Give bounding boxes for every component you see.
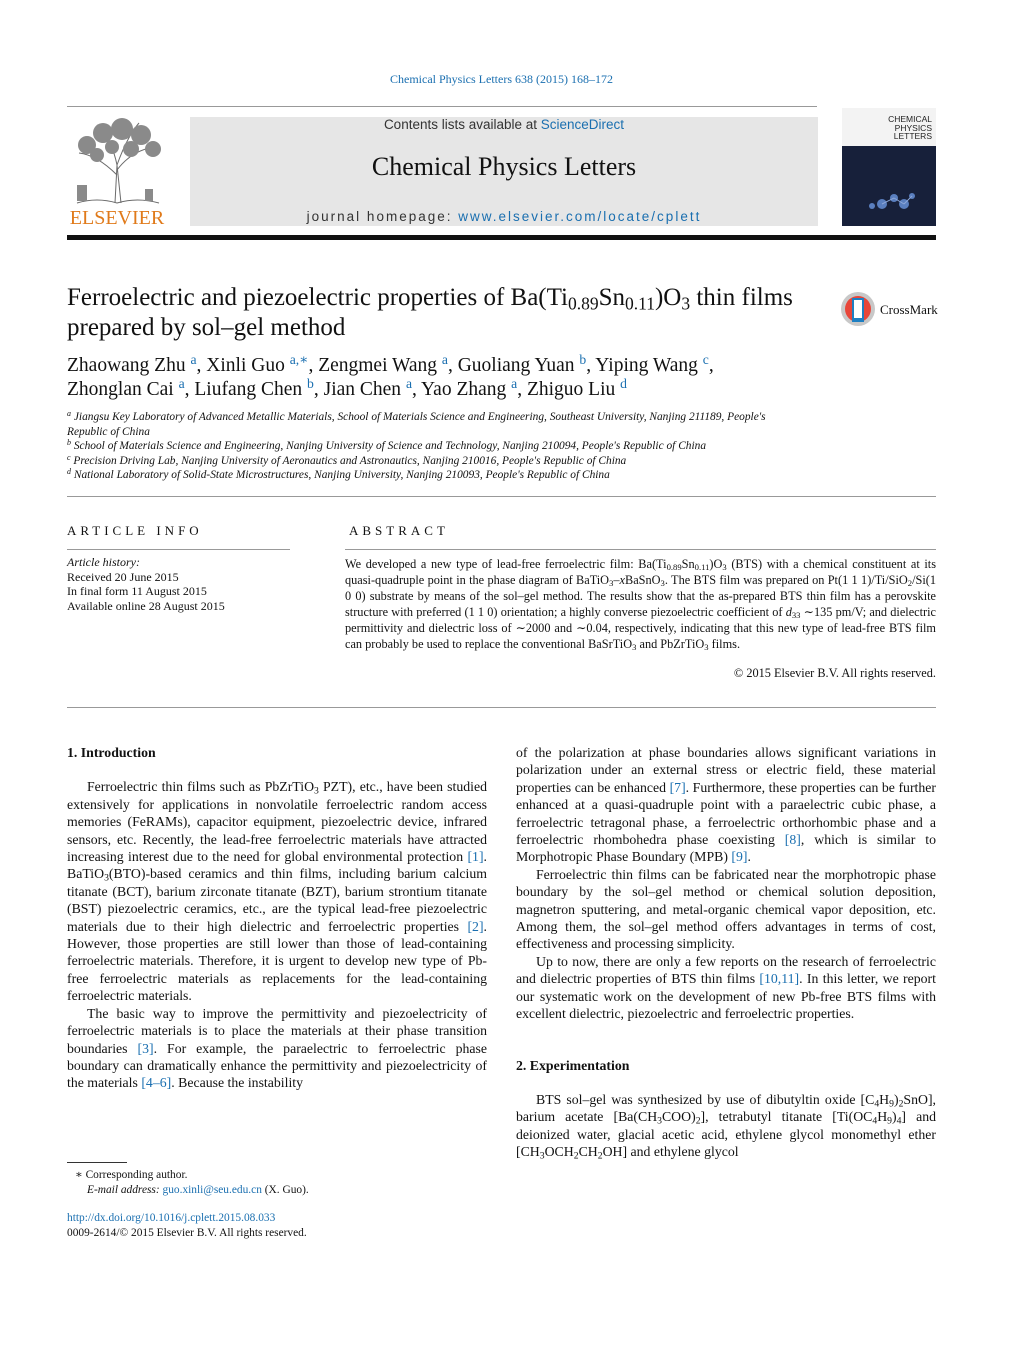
page-footer xyxy=(67,1211,307,1241)
abstract-heading: ABSTRACT xyxy=(349,523,449,538)
intro-heading: 1. Introduction xyxy=(67,745,156,760)
author-name: Zengmei Wang xyxy=(318,355,438,376)
revised-date: In final form 11 August 2015 xyxy=(67,584,207,598)
journal-title: Chemical Physics Letters xyxy=(371,152,637,181)
affiliation xyxy=(67,468,807,483)
affiliation-key: a xyxy=(67,409,71,419)
contents-prefix: Contents lists available at xyxy=(383,117,541,132)
affiliation xyxy=(67,439,807,454)
author-name: Yiping Wang xyxy=(595,355,698,376)
author-name: Zhaowang Zhu xyxy=(67,355,186,376)
title-part: thin films prepared by sol–gel method xyxy=(67,284,793,341)
elsevier-logo xyxy=(67,115,167,227)
author-affiliation-mark[interactable]: b xyxy=(307,376,314,392)
title-sub: 3 xyxy=(681,293,691,314)
author: Yao Zhang $^a$, xyxy=(421,376,527,400)
homepage-line xyxy=(190,209,818,224)
crossmark-label: CrossMark xyxy=(880,302,938,317)
affiliation-key: d xyxy=(67,467,71,477)
crossmark-badge[interactable] xyxy=(840,290,937,330)
author-affiliation-mark[interactable]: b xyxy=(579,352,587,368)
article-history xyxy=(67,555,225,613)
body-paragraph: Ferroelectric thin films can be fabricated near the morphotropic phase boundary by the sol–gel method or chemical solution deposition, magnetron sputtering, and metal-organic chemical vapor deposition, etc. Among them, the sol–gel method offers advantages in terms of cost, effectiveness and processing simplicity. xyxy=(516,866,936,952)
journal-reference[interactable]: Chemical Physics Letters 638 (2015) 168–172 xyxy=(390,72,613,86)
affiliation-text: School of Materials Science and Engineering, Nanjing University of Science and Technology, Nanjing 210094, People's Republic of China xyxy=(73,440,707,452)
author-affiliation-mark[interactable]: a xyxy=(405,376,412,392)
history-label: Article history: xyxy=(67,555,140,569)
body-paragraph: Up to now, there are only a few reports on the research of ferroelectric and dielectric properties of BTS thin films [10,11]. In this letter, we report our systematic work on the development of new Pb-free BTS films with excellent dielectric, piezoelectric and ferroelectric properties. xyxy=(516,953,936,1022)
abstract-rule xyxy=(345,549,936,550)
author: Zhaowang Zhu $^a$, xyxy=(67,352,207,376)
body-paragraph: BTS sol–gel was synthesized by use of dibutyltin oxide $[C_4H_9)_2SnO$], barium acetate $[Ba(CH_3COO)_2]$, tetrabutyl titanate $[Ti(OC_4H_9)_4]$ and deionized water, glacial acetic acid, ethylene glycol monomethyl ether $[CH_3OCH_2CH_2OH]$ and ethylene glycol xyxy=(516,1091,936,1162)
body-paragraph: of the polarization at phase boundaries allows significant variations in polarization under an external stress or electric field, these material properties can be enhanced [7]. Furthermore, these properties can be further enhanced at a quasi-quadruple point with a paraelectric cubic phase, a ferroelectric tetragonal phase, a ferroelectric orthorhombic phase and a ferroelectric rhombohedra phase coexisting [8], which is similar to Morphotropic Phase Boundary (MPB) [9]. xyxy=(516,745,936,865)
author-affiliation-mark[interactable]: a xyxy=(511,376,518,392)
article-title xyxy=(67,283,807,343)
author-name: Guoliang Yuan xyxy=(457,355,575,376)
affiliation-text: Precision Driving Lab, Nanjing University of Aeronautics and Astronautics, Nanjing 210016, People's Republic of China xyxy=(73,454,627,467)
contents-line xyxy=(190,117,818,132)
author-name: Zhonglan Cai xyxy=(67,379,174,400)
author-affiliation-mark[interactable]: a xyxy=(441,352,448,368)
body-right-column xyxy=(516,744,936,1161)
title-part: Sn xyxy=(598,284,625,311)
abstract-text: We developed a new type of lead-free ferroelectric film: $Ba(Ti_{0.89}Sn_{0.11})O_3$ (BTS) with a chemical constituent at its quasi-quadruple point in the phase diagram of BaTiO$_3$–xBaSnO$_3$. The BTS film was prepared on Pt(1 1 1)/Ti/SiO$_2$/Si(1 0 0) substrate by means of the sol–gel method. The results show that the as-prepared BTS thin film has a perovskite structure with preferred (1 1 0) orientation; a highly converse piezoelectric coefficient of $d_{33}$ ∼135 pm/V; and dielectric permittivity and dielectric loss of ∼2000 and ∼0.04, respectively, indicating that this new type of lead-free BTS film can probably be used to replace the conventional BaSrTiO$_3$ and PbZrTiO$_3$ films. xyxy=(345,557,937,653)
email-link[interactable]: guo.xinli@seu.edu.cn xyxy=(162,1183,262,1196)
author-affiliation-mark[interactable]: a,∗ xyxy=(289,352,309,368)
author: Liufang Chen $^b$, xyxy=(194,376,324,400)
online-date: Available online 28 August 2015 xyxy=(67,598,225,613)
author-affiliation-mark[interactable]: a xyxy=(178,376,185,392)
crossmark-icon xyxy=(840,290,880,330)
email-suffix: (X. Guo). xyxy=(261,1183,309,1196)
author: Zengmei Wang $^a$, xyxy=(318,352,458,376)
author: Xinli Guo $^{a,∗}$, xyxy=(206,352,319,376)
elsevier-wordmark: ELSEVIER xyxy=(69,207,165,229)
author: Yiping Wang $^c$, xyxy=(595,352,714,376)
email-label: E-mail address: xyxy=(87,1183,163,1196)
title-part: )O xyxy=(654,284,682,311)
doi-link[interactable]: http://dx.doi.org/10.1016/j.cplett.2015.08.033 xyxy=(67,1212,276,1224)
section-rule xyxy=(67,496,936,497)
footnote xyxy=(67,1168,309,1197)
body-paragraph: Ferroelectric thin films such as PbZrTiO$_3$ PZT), etc., have been studied extensively for applications in nonvolatile ferroelectric random access memories (FeRAMs), capacitor equipment, piezoelectric device, infrared sensors, etc. Recently, the lead-free ferroelectric materials have attracted increasing interest due to the need for global environmental protection [1]. BaTiO$_3$(BTO)-based ceramics and thin films, including barium calcium titanate (BCT), barium zirconate titanate (BZT), barium strontium titanate (BST) piezoelectric ceramics, etc., are the typical lead-free piezoelectric materials due to their high dielectric and ferroelectric properties [2]. However, those properties are still lower than those of lead-containing ferroelectric materials. Therefore, it is urgent to develop new type of Pb-free ferroelectric materials as replacements for the lead-containing ferroelectric materials. xyxy=(67,779,487,1004)
footnote-rule xyxy=(67,1162,127,1163)
header-rule xyxy=(67,106,817,107)
title-sub: 0.89 xyxy=(567,293,599,314)
experimentation-heading: 2. Experimentation xyxy=(516,1057,630,1073)
author-affiliation-mark[interactable]: d xyxy=(620,376,627,392)
affiliations xyxy=(67,410,807,483)
cover-image xyxy=(842,146,936,226)
affiliation xyxy=(67,454,807,469)
author: Guoliang Yuan $^b$, xyxy=(457,352,596,376)
header-thick-rule xyxy=(67,235,936,240)
article-info-heading: ARTICLE INFO xyxy=(67,523,203,538)
affiliation-text: Jiangsu Key Laboratory of Advanced Metallic Materials, School of Materials Science and Engineering, Southeast University, Nanjing 211189, People's Republic of China xyxy=(67,411,766,438)
homepage-prefix: journal homepage: xyxy=(306,209,459,224)
author-affiliation-mark[interactable]: a xyxy=(190,352,197,368)
affiliation-key: c xyxy=(67,452,71,462)
author-name: Liufang Chen xyxy=(194,379,303,400)
sciencedirect-link[interactable]: ScienceDirect xyxy=(540,117,625,132)
author: Jian Chen $^a$, xyxy=(323,376,422,400)
affiliation-key: b xyxy=(67,438,71,448)
author: Zhonglan Cai $^a$, xyxy=(67,376,195,400)
affiliation xyxy=(67,410,807,439)
author-name: Jian Chen xyxy=(323,379,402,400)
title-part: Ferroelectric and piezoelectric properties of Ba(Ti xyxy=(67,284,568,311)
email-note xyxy=(67,1183,309,1198)
received-date: Received 20 June 2015 xyxy=(67,569,179,584)
section-rule xyxy=(67,707,936,708)
author-affiliation-mark[interactable]: c xyxy=(702,352,709,368)
author-list xyxy=(67,354,887,402)
cover-title: CHEMICAL PHYSICS LETTERS xyxy=(888,114,932,141)
journal-cover xyxy=(842,108,936,226)
corresponding-note: ∗ Corresponding author. xyxy=(75,1169,188,1181)
homepage-link[interactable]: www.elsevier.com/locate/cplett xyxy=(458,209,702,224)
body-paragraph: The basic way to improve the permittivity and piezoelectricity of ferroelectric materials is to place the materials at their phase transition boundaries [3]. For example, the paraelectric to ferroelectric phase boundary can dramatically enhance the permittivity and piezoelectricity of the materials [4–6]. Because the instability xyxy=(67,1005,487,1091)
title-sub: 0.11 xyxy=(624,293,655,314)
author-name: Xinli Guo xyxy=(206,355,285,376)
article-info-rule xyxy=(67,549,290,550)
abstract-copyright: © 2015 Elsevier B.V. All rights reserved. xyxy=(733,666,936,680)
affiliation-text: National Laboratory of Solid-State Microstructures, Nanjing University, Nanjing 210093, People's Republic of China xyxy=(73,469,610,481)
author-name: Yao Zhang xyxy=(421,379,507,400)
issn-line: 0009-2614/© 2015 Elsevier B.V. All rights reserved. xyxy=(67,1227,307,1239)
body-left-column xyxy=(67,744,487,1092)
author-name: Zhiguo Liu xyxy=(526,379,616,400)
author xyxy=(526,376,627,400)
